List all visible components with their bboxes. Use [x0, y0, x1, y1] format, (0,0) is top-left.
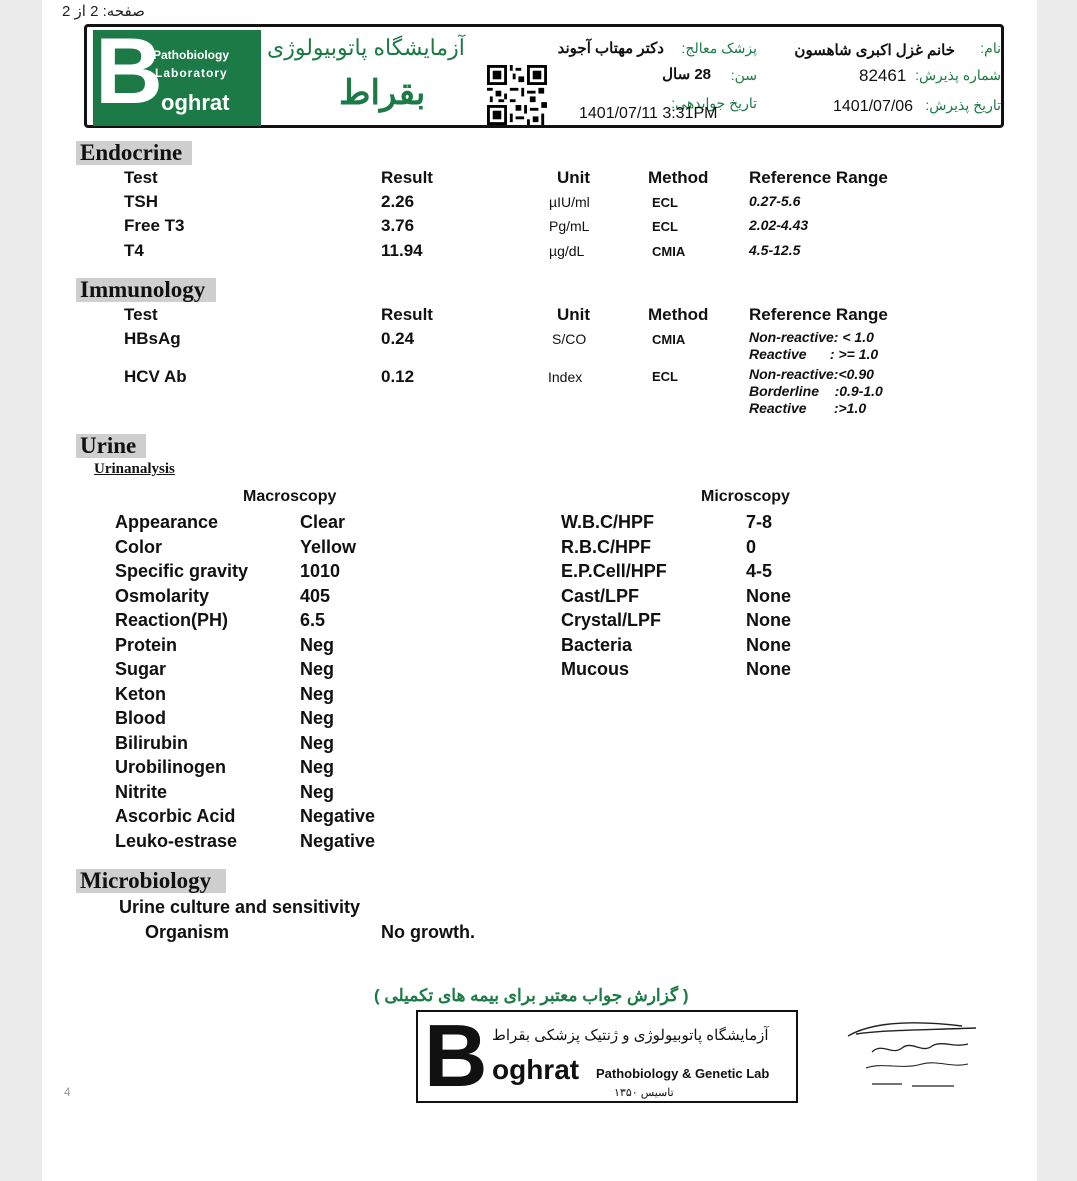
side-number: 4	[64, 1085, 71, 1099]
macro-key: Blood	[115, 708, 166, 728]
culture-test: Urine culture and sensitivity	[119, 897, 361, 917]
test-ref-line: Non-reactive:<0.90	[749, 366, 874, 382]
macro-value: 6.5	[300, 610, 326, 630]
stamp-year: تاسیس ۱۳۵۰	[614, 1087, 674, 1099]
micro-key: Crystal/LPF	[561, 610, 662, 630]
stamp-letter: B	[424, 1006, 488, 1105]
section-endocrine: Endocrine	[76, 141, 192, 165]
test-ref-line: Reactive : >= 1.0	[749, 346, 879, 362]
micro-value: 7-8	[746, 512, 773, 532]
macro-key: Bilirubin	[115, 732, 188, 753]
report-page	[42, 0, 1037, 1181]
col-unit: Unit	[557, 305, 591, 324]
name-label: نام:	[980, 40, 1001, 56]
organism-label: Organism	[145, 922, 230, 942]
lab-brand-fa: بقراط	[339, 74, 426, 112]
test-name: T4	[124, 241, 144, 260]
urinalysis-subtitle: Urinanalysis	[94, 461, 175, 477]
test-ref-line: Reactive :>1.0	[749, 400, 867, 416]
macro-key: Leuko-estrase	[115, 830, 238, 851]
test-result: 0.24	[381, 329, 415, 348]
col-method: Method	[648, 168, 709, 187]
reception-date-value: 1401/07/06	[833, 98, 914, 115]
lab-logo	[93, 18, 261, 126]
test-unit: µIU/ml	[549, 194, 590, 210]
answer-date-label: تاریخ جوابدهی:	[671, 95, 757, 111]
reception-date-label: تاریخ پذیرش:	[925, 97, 1001, 113]
col-unit: Unit	[557, 168, 591, 187]
logo-letter: B	[95, 18, 163, 123]
macro-value: Negative	[300, 830, 376, 851]
age-value: 28 سال	[662, 66, 711, 83]
micro-key: W.B.C/HPF	[561, 512, 654, 532]
test-ref: 2.02-4.43	[749, 217, 809, 233]
test-name: TSH	[124, 192, 158, 211]
page-number-total: 2	[62, 3, 71, 20]
page-number-current: 2	[90, 3, 99, 20]
macro-value: Clear	[300, 512, 346, 532]
micro-value: None	[746, 585, 791, 606]
section-microbiology: Microbiology	[76, 869, 226, 893]
test-name: HBsAg	[124, 329, 181, 348]
test-method: ECL	[652, 369, 678, 384]
report-header	[84, 18, 1004, 128]
section-urine: Urine	[76, 434, 146, 458]
micro-key: E.P.Cell/HPF	[561, 561, 667, 581]
macroscopy-title: Macroscopy	[243, 488, 337, 505]
lab-stamp	[416, 1006, 798, 1105]
micro-value: 0	[746, 536, 757, 557]
lab-name-fa: آزمایشگاه پاتوبیولوژی	[267, 35, 465, 60]
test-result: 0.12	[381, 367, 415, 386]
patient-name: خانم غزل اکبری شاهسون	[794, 42, 955, 59]
col-test: Test	[124, 305, 158, 324]
micro-key: R.B.C/HPF	[561, 536, 651, 557]
signature-icon	[842, 1012, 982, 1098]
page-number-label: صفحه:	[102, 3, 145, 20]
logo-brand: oghrat	[161, 90, 230, 115]
insurance-note: ( گزارش جواب معتبر برای بیمه های تکمیلی )	[374, 986, 689, 1005]
test-ref: 0.27-5.6	[749, 193, 801, 209]
test-ref-line: Borderline :0.9-1.0	[749, 383, 883, 399]
test-unit: µg/dL	[549, 243, 585, 259]
test-result: 2.26	[381, 192, 415, 211]
macro-key: Color	[115, 536, 162, 557]
macro-value: Neg	[300, 683, 335, 704]
macro-value: Yellow	[300, 536, 357, 557]
macro-key: Protein	[115, 634, 178, 655]
stamp-fa: آزمایشگاه پاتوبیولوژی و ژنتیک پزشکی بقراط	[492, 1027, 769, 1044]
test-name: HCV Ab	[124, 367, 187, 386]
col-test: Test	[124, 168, 158, 187]
test-unit: S/CO	[552, 331, 587, 347]
test-unit: Index	[548, 369, 583, 385]
age-label: سن:	[730, 67, 757, 83]
test-result: 11.94	[381, 241, 423, 260]
macro-key: Urobilinogen	[115, 757, 226, 777]
stamp-en: Pathobiology & Genetic Lab	[596, 1066, 770, 1081]
macro-key: Keton	[115, 683, 166, 704]
test-ref: 4.5-12.5	[749, 242, 801, 258]
test-result: 3.76	[381, 216, 415, 235]
micro-key: Mucous	[561, 659, 630, 679]
micro-value: None	[746, 610, 791, 630]
macro-value: Neg	[300, 781, 335, 802]
test-ref-line: Non-reactive: < 1.0	[749, 329, 874, 345]
micro-value: None	[746, 659, 791, 679]
qr-code-icon	[487, 65, 547, 125]
micro-value: 4-5	[746, 561, 773, 581]
macro-key: Ascorbic Acid	[115, 806, 236, 826]
test-name: Free T3	[124, 216, 185, 235]
page-number-sep: از	[74, 3, 86, 20]
col-result: Result	[381, 168, 433, 187]
col-result: Result	[381, 305, 433, 324]
macro-key: Nitrite	[115, 781, 168, 802]
col-ref: Reference Range	[749, 305, 888, 324]
logo-line2: Laboratory	[155, 66, 228, 80]
macro-key: Appearance	[115, 512, 219, 532]
micro-key: Bacteria	[561, 634, 633, 655]
micro-value: None	[746, 634, 791, 655]
test-method: CMIA	[652, 332, 686, 347]
macro-key: Sugar	[115, 659, 167, 679]
macro-value: Neg	[300, 708, 335, 728]
answer-date-value: 1401/07/11 3:31PM	[579, 105, 718, 122]
test-method: ECL	[652, 219, 678, 234]
macro-value: Neg	[300, 634, 335, 655]
organism-value: No growth.	[381, 922, 475, 942]
stamp-brand: oghrat	[492, 1054, 580, 1085]
macro-key: Osmolarity	[115, 585, 210, 606]
reception-no-value: 82461	[859, 66, 907, 85]
test-unit: Pg/mL	[549, 218, 590, 234]
macro-value: 405	[300, 585, 331, 606]
doctor-label: پزشک معالج:	[681, 40, 757, 56]
macro-value: 1010	[300, 561, 341, 581]
section-immunology: Immunology	[76, 278, 216, 302]
macro-value: Neg	[300, 757, 335, 777]
doctor-value: دکتر مهتاب آجوند	[557, 40, 664, 57]
macro-value: Neg	[300, 732, 335, 753]
microscopy-title: Microscopy	[701, 488, 790, 505]
test-method: CMIA	[652, 244, 686, 259]
test-method: ECL	[652, 195, 678, 210]
col-method: Method	[648, 305, 709, 324]
col-ref: Reference Range	[749, 168, 888, 187]
reception-no-label: شماره پذیرش:	[915, 67, 1001, 83]
macro-key: Specific gravity	[115, 561, 249, 581]
logo-line1: Pathobiology	[153, 48, 229, 62]
macro-value: Neg	[300, 659, 335, 679]
macro-key: Reaction(PH)	[115, 610, 229, 630]
micro-key: Cast/LPF	[561, 585, 640, 606]
macro-value: Negative	[300, 806, 376, 826]
